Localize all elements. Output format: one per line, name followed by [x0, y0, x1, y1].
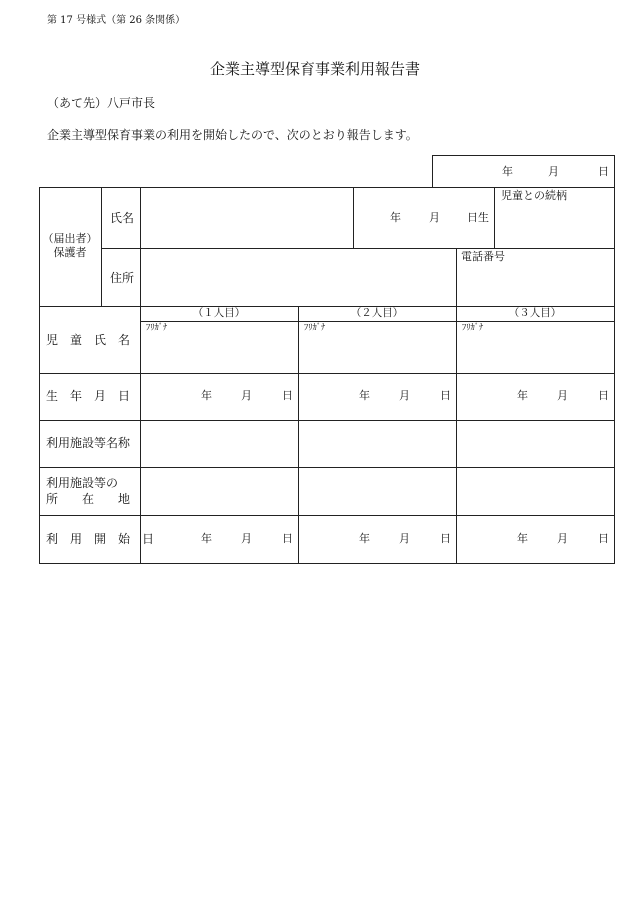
relation-label: 児童との続柄 [501, 189, 567, 202]
facility-address-row-label: 利用施設等の 所 在 地 [46, 476, 131, 506]
start-date-row-label: 利 用 開 始 日 [46, 532, 155, 546]
child-3-start-month[interactable]: 月 [557, 532, 568, 545]
guardian-address-label: 住所 [110, 271, 135, 285]
report-date-month[interactable]: 月 [548, 165, 559, 178]
guardian-name-label: 氏名 [110, 211, 135, 225]
intro-text: 企業主導型保育事業の利用を開始したので、次のとおり報告します。 [47, 128, 418, 142]
child-3-birth-day[interactable]: 日 [598, 389, 609, 402]
child-name-row-label: 児 童 氏 名 [46, 333, 131, 347]
child-2-birth-month[interactable]: 月 [399, 389, 410, 402]
child-1-start-year[interactable]: 年 [201, 532, 212, 545]
child-1-start-month[interactable]: 月 [241, 532, 252, 545]
guardian-section-label: （届出者） 保護者 [42, 232, 98, 259]
child-column-3-header: （３人目） [508, 307, 562, 319]
child-3-start-day[interactable]: 日 [598, 532, 609, 545]
child-1-birth-month[interactable]: 月 [241, 389, 252, 402]
child-3-birth-month[interactable]: 月 [557, 389, 568, 402]
child-1-furigana-label: ﾌﾘｶﾞﾅ [146, 323, 168, 333]
birthdate-row-label: 生 年 月 日 [46, 389, 131, 403]
child-2-start-month[interactable]: 月 [399, 532, 410, 545]
guardian-birth-suffix: 日生 [467, 211, 489, 224]
phone-label: 電話番号 [461, 250, 505, 263]
form-number: 第 17 号様式（第 26 条関係） [47, 15, 186, 26]
child-3-furigana-label: ﾌﾘｶﾞﾅ [462, 323, 484, 333]
guardian-birth-month[interactable]: 月 [429, 211, 440, 224]
facility-name-row-label: 利用施設等名称 [46, 436, 131, 450]
child-3-birth-year[interactable]: 年 [517, 389, 528, 402]
child-column-1-header: （１人目） [192, 307, 246, 319]
child-2-start-day[interactable]: 日 [440, 532, 451, 545]
child-2-start-year[interactable]: 年 [359, 532, 370, 545]
child-1-start-day[interactable]: 日 [282, 532, 293, 545]
report-date-day[interactable]: 日 [598, 165, 609, 178]
child-2-birth-year[interactable]: 年 [359, 389, 370, 402]
page-title: 企業主導型保育事業利用報告書 [209, 60, 420, 78]
addressee: （あて先）八戸市長 [47, 96, 156, 110]
guardian-birth-year[interactable]: 年 [390, 211, 401, 224]
report-date-year[interactable]: 年 [502, 165, 513, 178]
child-3-start-year[interactable]: 年 [517, 532, 528, 545]
child-2-birth-day[interactable]: 日 [440, 389, 451, 402]
child-2-furigana-label: ﾌﾘｶﾞﾅ [304, 323, 326, 333]
child-column-2-header: （２人目） [350, 307, 404, 319]
child-1-birth-year[interactable]: 年 [201, 389, 212, 402]
child-1-birth-day[interactable]: 日 [282, 389, 293, 402]
